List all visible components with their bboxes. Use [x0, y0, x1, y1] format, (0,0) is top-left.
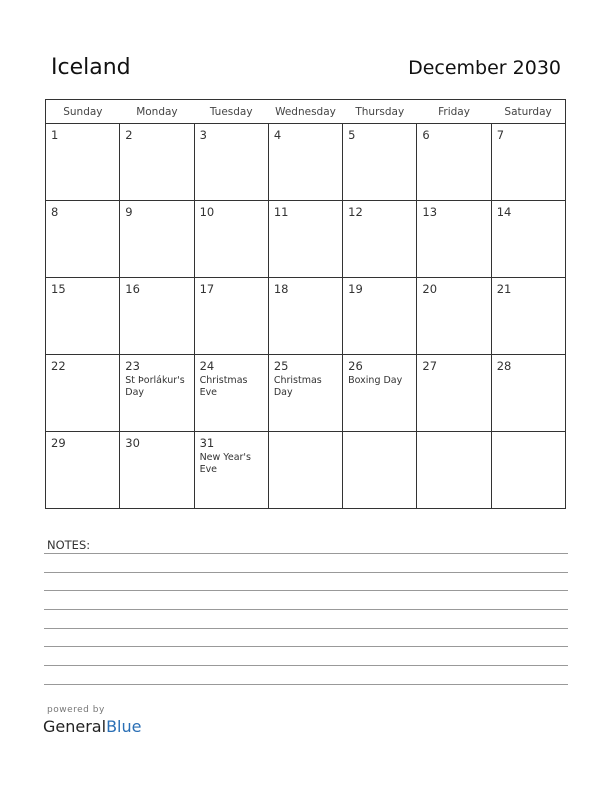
day-cell: [194, 355, 268, 432]
week-row: [46, 355, 566, 432]
weekday-sunday: Sunday: [46, 100, 120, 124]
day-number: 31: [199, 436, 215, 450]
holiday-label: St Þorlákur's Day: [125, 375, 185, 398]
day-number: 21: [496, 282, 512, 296]
day-cell: [268, 278, 342, 355]
calendar-body: [46, 124, 566, 509]
holiday-label: Boxing Day: [348, 375, 403, 386]
day-number: 17: [199, 282, 215, 296]
day-number: 1: [51, 128, 59, 142]
day-cell: [194, 432, 268, 509]
day-cell: [46, 355, 120, 432]
week-row: [46, 432, 566, 509]
notes-label: NOTES:: [47, 538, 91, 552]
note-line: [44, 572, 568, 573]
day-number: 2: [125, 128, 133, 142]
brand-blue: Blue: [106, 717, 142, 736]
note-line: [44, 628, 568, 629]
day-cell: [491, 432, 565, 509]
weekday-tuesday: Tuesday: [194, 100, 268, 124]
week-row: [46, 124, 566, 201]
day-cell: [46, 201, 120, 278]
day-number: 3: [199, 128, 207, 142]
holiday-label: Christmas Day: [273, 375, 322, 398]
calendar-grid: [45, 99, 566, 509]
day-cell: [46, 278, 120, 355]
day-number: 20: [422, 282, 438, 296]
day-cell: [120, 124, 194, 201]
day-cell: [417, 124, 491, 201]
day-cell: [343, 124, 417, 201]
day-number: 25: [273, 359, 289, 373]
weekday-friday: Friday: [417, 100, 491, 124]
day-cell: [268, 124, 342, 201]
week-row: [46, 278, 566, 355]
day-cell: [268, 355, 342, 432]
day-number: 23: [125, 359, 140, 373]
note-line: [44, 553, 568, 554]
day-number: 7: [496, 128, 505, 142]
note-line: [44, 665, 568, 666]
day-number: 15: [51, 282, 66, 296]
day-number: 27: [422, 359, 438, 373]
day-cell: [417, 278, 491, 355]
day-number: 8: [51, 205, 59, 219]
day-number: 10: [199, 205, 215, 219]
generalblue-logo: [43, 717, 141, 736]
weekday-header-row: [46, 100, 566, 124]
day-cell: [417, 355, 491, 432]
day-number: 13: [422, 205, 438, 219]
day-number: 24: [199, 359, 215, 373]
day-cell: [120, 278, 194, 355]
day-number: 11: [273, 205, 289, 219]
day-number: 6: [422, 128, 430, 142]
month-year-title: December 2030: [408, 57, 561, 79]
day-number: 12: [348, 205, 363, 219]
day-cell: [194, 278, 268, 355]
day-number: 29: [51, 436, 66, 450]
day-cell: [343, 432, 417, 509]
day-number: 16: [125, 282, 140, 296]
day-number: 9: [125, 205, 133, 219]
day-cell: [120, 201, 194, 278]
day-cell: [491, 355, 565, 432]
day-cell: [194, 124, 268, 201]
day-cell: [417, 432, 491, 509]
note-line: [44, 684, 568, 685]
holiday-label: New Year's Eve: [199, 452, 251, 475]
day-cell: [120, 432, 194, 509]
note-line: [44, 609, 568, 610]
day-cell: [491, 124, 565, 201]
note-line: [44, 646, 568, 647]
day-cell: [46, 432, 120, 509]
day-number: 30: [125, 436, 140, 450]
weekday-saturday: Saturday: [491, 100, 565, 124]
day-cell: [46, 124, 120, 201]
day-cell: [343, 355, 417, 432]
powered-by-text: powered by: [47, 705, 105, 715]
holiday-label: Christmas Eve: [199, 375, 248, 398]
brand-general: General: [43, 717, 107, 736]
day-number: 22: [51, 359, 66, 373]
day-cell: [268, 201, 342, 278]
day-number: 28: [496, 359, 512, 373]
country-title: Iceland: [51, 55, 131, 80]
day-cell: [491, 201, 565, 278]
week-row: [46, 201, 566, 278]
day-cell: [417, 201, 491, 278]
day-cell: [194, 201, 268, 278]
note-line: [44, 590, 568, 591]
day-number: 14: [496, 205, 512, 219]
day-number: 4: [273, 128, 282, 142]
weekday-thursday: Thursday: [343, 100, 417, 124]
day-number: 5: [348, 128, 356, 142]
weekday-monday: Monday: [120, 100, 194, 124]
day-cell: [343, 278, 417, 355]
day-number: 26: [348, 359, 363, 373]
day-cell: [491, 278, 565, 355]
day-cell: [268, 432, 342, 509]
day-number: 18: [273, 282, 289, 296]
day-number: 19: [348, 282, 363, 296]
day-cell: [343, 201, 417, 278]
weekday-wednesday: Wednesday: [268, 100, 342, 124]
day-cell: [120, 355, 194, 432]
